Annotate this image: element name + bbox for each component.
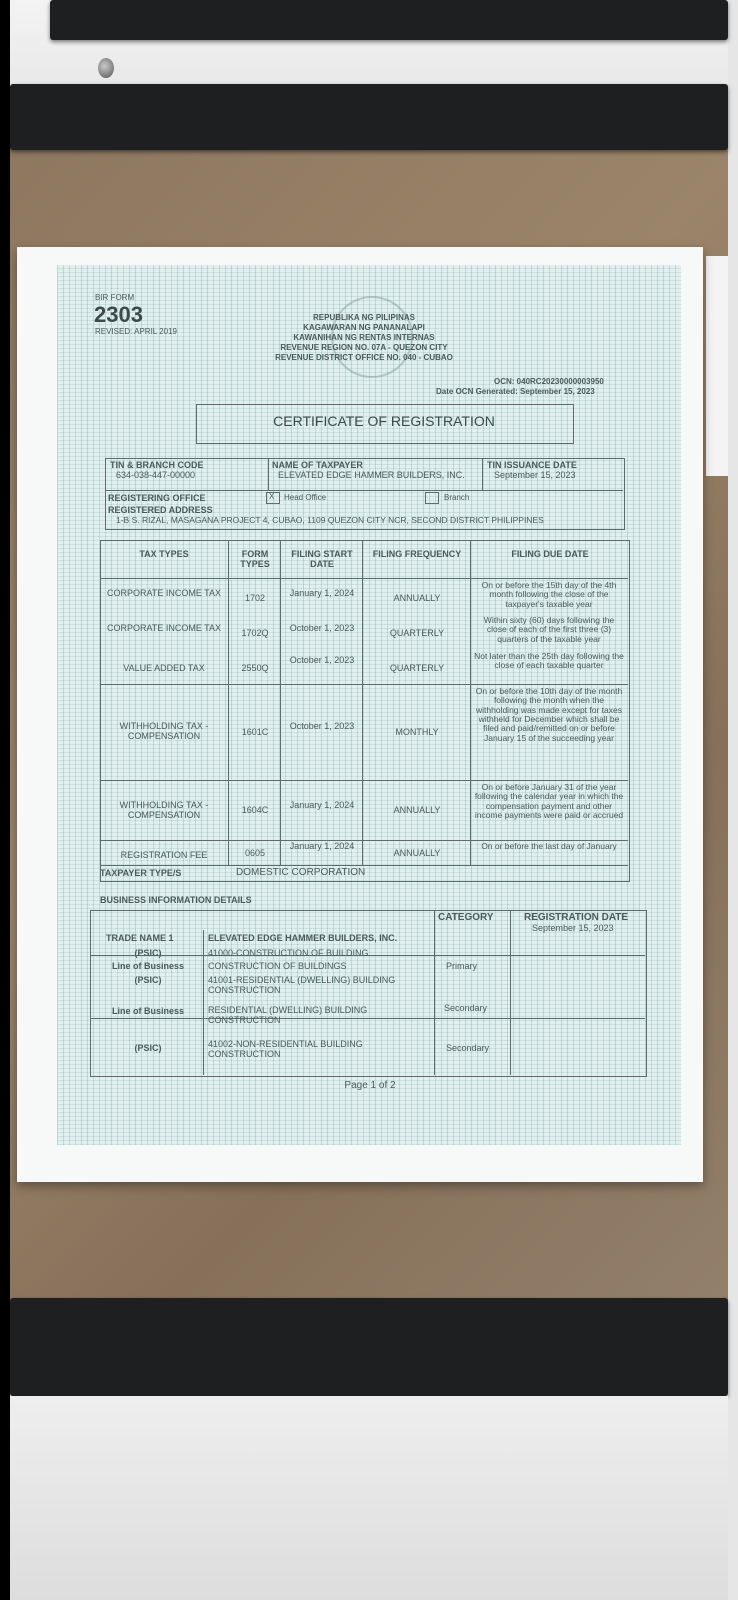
category-3: Secondary — [446, 1043, 490, 1053]
column-divider — [470, 540, 471, 865]
agency-line: REVENUE DISTRICT OFFICE NO. 040 - CUBAO — [275, 353, 453, 362]
column-divider — [362, 540, 363, 865]
lob-1: CONSTRUCTION OF BUILDINGS — [208, 961, 347, 971]
taxpayer-type: DOMESTIC CORPORATION — [236, 867, 366, 878]
frame-bar — [10, 84, 728, 150]
psic-label: (PSIC) — [134, 948, 162, 958]
column-divider — [203, 930, 204, 1075]
psic-label: (PSIC) — [134, 975, 162, 985]
due-date-cell: Not later than the 25th day following the close of each taxable quarter — [474, 651, 624, 671]
tax-type-cell: VALUE ADDED TAX — [123, 663, 205, 673]
agency-line: REPUBLIKA NG PILIPINAS — [313, 313, 415, 322]
due-date-cell: On or before January 31 of the year following the calendar year in which the compensation payment and other income payments were paid or accrued — [474, 782, 624, 821]
due-date-cell: On or before the last day of January — [481, 841, 617, 851]
psic-label: (PSIC) — [134, 1043, 162, 1053]
form-number: 2303 — [94, 302, 143, 327]
psic-2: 41001-RESIDENTIAL (DWELLING) BUILDING CONSTRUCTION — [208, 975, 396, 995]
frequency-cell: QUARTERLY — [389, 663, 445, 673]
page-number: Page 1 of 2 — [344, 1080, 396, 1091]
start-date-cell: January 1, 2024 — [289, 841, 355, 851]
issuance-date: September 15, 2023 — [494, 470, 576, 480]
start-date-cell: January 1, 2024 — [289, 800, 355, 810]
psic-3: 41002-NON-RESIDENTIAL BUILDING CONSTRUCTION — [208, 1039, 363, 1059]
frequency-cell: ANNUALLY — [393, 593, 441, 603]
tax-type-cell: REGISTRATION FEE — [120, 850, 208, 860]
frequency-cell: ANNUALLY — [393, 805, 441, 815]
frame-bar-bottom — [10, 1298, 728, 1396]
header-form-types: FORM TYPES — [240, 549, 270, 569]
form-type-cell: 1702Q — [241, 628, 269, 638]
branch-checkbox — [425, 492, 439, 504]
frequency-cell: ANNUALLY — [393, 848, 441, 858]
column-divider — [510, 910, 511, 1075]
divider — [105, 490, 623, 491]
frame-bar-top — [50, 0, 728, 40]
tax-type-cell: CORPORATE INCOME TAX — [106, 588, 221, 598]
taxpayer-name: ELEVATED EDGE HAMMER BUILDERS, INC. — [278, 470, 465, 480]
column-divider — [434, 910, 435, 1075]
header-tax-types: TAX TYPES — [139, 549, 189, 559]
trade-name-label: TRADE NAME 1 — [106, 933, 174, 943]
tin-label: TIN & BRANCH CODE — [110, 460, 204, 470]
start-date-cell: October 1, 2023 — [289, 655, 355, 665]
category-label: CATEGORY — [438, 912, 494, 923]
due-date-cell: Within sixty (60) days following the close of each of the first three (3) quarters of the taxable year — [483, 615, 615, 644]
left-border — [0, 0, 10, 1600]
registration-date-label: REGISTRATION DATE — [524, 912, 629, 923]
ocn-date: Date OCN Generated: September 15, 2023 — [436, 387, 595, 396]
category-2: Secondary — [444, 1003, 488, 1013]
header-filing-start: FILING START DATE — [291, 549, 353, 569]
form-label: BIR FORM — [95, 293, 135, 302]
tax-type-cell: WITHHOLDING TAX - COMPENSATION — [119, 721, 209, 741]
form-revised: REVISED: APRIL 2019 — [95, 327, 177, 336]
tax-type-cell: WITHHOLDING TAX - COMPENSATION — [119, 800, 209, 820]
lob-2: RESIDENTIAL (DWELLING) BUILDING CONSTRUCTION — [208, 1005, 368, 1025]
form-type-cell: 1601C — [241, 727, 269, 737]
form-type-cell: 1604C — [241, 805, 269, 815]
lob-label: Line of Business — [111, 961, 184, 971]
form-type-cell: 2550Q — [241, 663, 269, 673]
frequency-cell: QUARTERLY — [389, 628, 445, 638]
tax-type-cell: CORPORATE INCOME TAX — [106, 623, 221, 633]
form-type-cell: 0605 — [244, 848, 266, 858]
issuance-label: TIN ISSUANCE DATE — [487, 460, 577, 470]
start-date-cell: January 1, 2024 — [289, 588, 355, 598]
taxpayer-type-label: TAXPAYER TYPE/S — [100, 868, 182, 878]
tin-value: 634-038-447-00000 — [116, 470, 196, 480]
agency-line: REVENUE REGION NO. 07A - QUEZON CITY — [280, 343, 448, 352]
agency-line: KAWANIHAN NG RENTAS INTERNAS — [293, 333, 435, 342]
lob-label: Line of Business — [111, 1006, 184, 1016]
registration-date: September 15, 2023 — [532, 923, 614, 933]
category-1: Primary — [446, 961, 477, 971]
frequency-cell: MONTHLY — [395, 727, 439, 737]
trade-name: ELEVATED EDGE HAMMER BUILDERS, INC. — [208, 933, 398, 943]
business-info-label: BUSINESS INFORMATION DETAILS — [100, 895, 252, 905]
header-filing-frequency: FILING FREQUENCY — [372, 549, 462, 559]
divider — [482, 458, 483, 490]
start-date-cell: October 1, 2023 — [289, 623, 355, 633]
head-office-mark: X — [269, 492, 275, 501]
psic-1: 41000-CONSTRUCTION OF BUILDING — [208, 948, 369, 958]
taxpayer-name-label: NAME OF TAXPAYER — [272, 460, 363, 470]
divider — [268, 458, 269, 490]
row-divider — [100, 865, 628, 866]
row-divider — [100, 780, 628, 781]
row-divider — [100, 578, 628, 579]
wall-bottom — [10, 1396, 728, 1600]
form-type-cell: 1702 — [244, 593, 266, 603]
ocn: OCN: 040RC20230000003950 — [494, 377, 604, 386]
reg-address: 1-B S. RIZAL, MASAGANA PROJECT 4, CUBAO, 1109 QUEZON CITY NCR, SECOND DISTRICT PHILIPPINES — [116, 515, 544, 525]
branch-text: Branch — [444, 493, 470, 502]
head-office-text: Head Office — [284, 493, 327, 502]
reg-address-label: REGISTERED ADDRESS — [108, 505, 213, 515]
certificate-title: CERTIFICATE OF REGISTRATION — [273, 413, 495, 429]
start-date-cell: October 1, 2023 — [289, 721, 355, 731]
agency-line: KAGAWARAN NG PANANALAPI — [303, 323, 425, 332]
column-divider — [228, 540, 229, 865]
due-date-cell: On or before the 15th day of the 4th month following the close of the taxpayer's taxable year — [481, 580, 617, 609]
adjacent-paper-edge — [706, 256, 728, 476]
row-divider — [100, 684, 628, 685]
header-filing-due: FILING DUE DATE — [511, 549, 589, 559]
column-divider — [280, 540, 281, 865]
reg-office-label: REGISTERING OFFICE — [108, 493, 206, 503]
due-date-cell: On or before the 10th day of the month following the month when the withholding was made except for taxes withheld for December which shall be filed and paid/remitted on or before January 15 of the succeeding year — [475, 686, 623, 743]
screw — [98, 58, 114, 78]
